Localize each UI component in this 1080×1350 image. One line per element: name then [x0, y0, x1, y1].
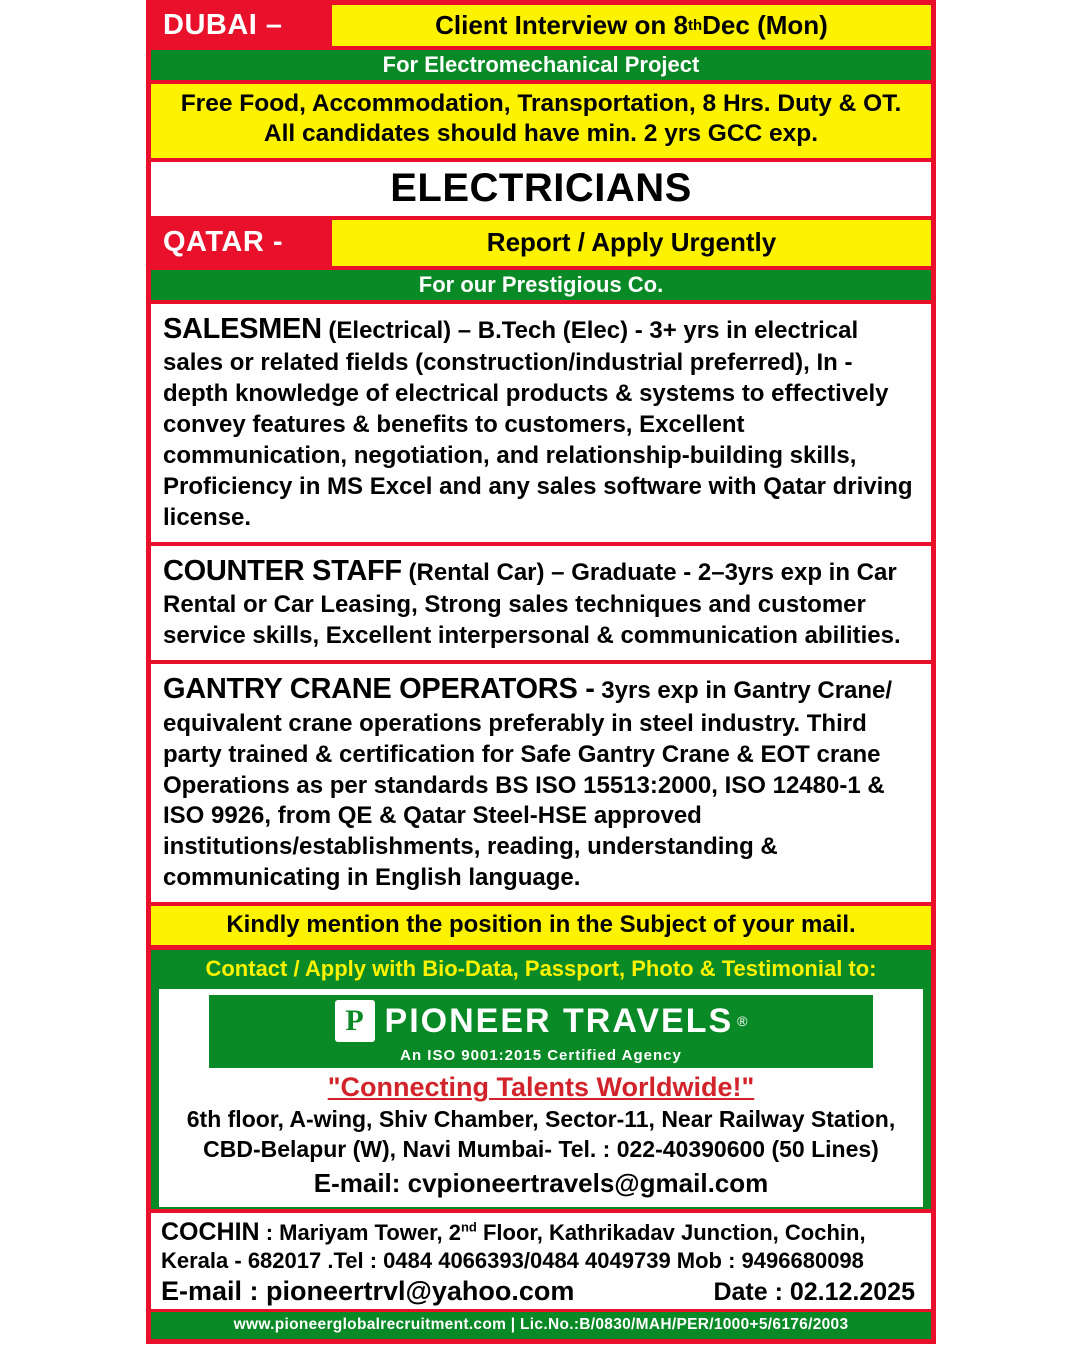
footer-license-bar: www.pioneerglobalrecruitment.com | Lic.No.:B/0830/MAH/PER/1000+5/6176/2003 — [151, 1312, 931, 1344]
job-entry-gantry-crane-operators — [151, 664, 931, 906]
pioneer-logo-icon: P — [335, 1000, 375, 1042]
agency-name: PIONEER TRAVELS — [384, 1002, 734, 1041]
dubai-job-title-block — [151, 162, 931, 220]
qatar-company-strip: For our Prestigious Co. — [151, 266, 931, 304]
benefits-line-2: All candidates should have min. 2 yrs GCC exp. — [263, 120, 819, 148]
registered-trademark-icon: ® — [737, 1013, 748, 1030]
job-entry-counter-staff — [151, 546, 931, 664]
dubai-interview-banner — [332, 5, 931, 46]
branch-floor-ordinal: nd — [460, 1219, 477, 1235]
branch-address-part-2: Floor, Kathrikadav Junction, Cochin, — [476, 1220, 866, 1246]
branch-address-line-2: Kerala - 682017 .Tel : 0484 4066393/0484 4049739 Mob : 9496680098 — [161, 1247, 864, 1273]
agency-tagline: "Connecting Talents Worldwide!" — [327, 1072, 755, 1103]
dubai-country-tag: DUBAI – — [151, 5, 332, 46]
agency-address-line-1: 6th floor, A-wing, Shiv Chamber, Sector-11, Near Railway Station, — [186, 1106, 896, 1133]
qatar-report-banner: Report / Apply Urgently — [332, 220, 931, 266]
branch-section — [151, 1213, 931, 1312]
contact-heading: Contact / Apply with Bio-Data, Passport, Photo & Testimonial to: — [205, 956, 877, 982]
job-desc-salesmen: (Electrical) – B.Tech (Elec) - 3+ yrs in electrical sales or related fields (construction/industrial preferred), In - depth knowledge of electrical products & systems to effectively convey features & benefits to customers, Excellent communication, negotiation, and relationship-building skills, Proficiency in MS Excel and any sales software with Qatar driving license. — [163, 316, 913, 531]
branch-address-part-1: : Mariyam Tower, 2 — [259, 1220, 461, 1246]
benefits-line-1: Free Food, Accommodation, Transportation, 8 Hrs. Duty & OT. — [180, 90, 902, 117]
branch-city: COCHIN — [161, 1218, 260, 1247]
subject-note-text: Kindly mention the position in the Subject of your mail. — [226, 911, 856, 939]
branch-email[interactable]: E-mail : pioneertrvl@yahoo.com — [161, 1276, 575, 1307]
contact-section — [151, 950, 931, 1213]
agency-certification: An ISO 9001:2015 Certified Agency — [209, 1047, 873, 1068]
job-advertisement — [146, 0, 936, 1344]
dubai-interview-text: Client Interview on 8 — [435, 10, 688, 40]
agency-card — [159, 989, 923, 1207]
job-title-gantry-crane-operators: GANTRY CRANE OPERATORS - — [163, 673, 595, 706]
branch-address-line-1 — [161, 1217, 921, 1248]
dubai-project-strip: For Electromechanical Project — [151, 46, 931, 84]
job-title-counter-staff: COUNTER STAFF — [163, 554, 402, 587]
qatar-header-row — [151, 220, 931, 266]
dubai-interview-text-2: Dec (Mon) — [702, 10, 828, 40]
job-desc-gantry-crane-operators: 3yrs exp in Gantry Crane/ equivalent crane operations preferably in steel industry. Third party trained & certification for Safe Gantry Crane & EOT crane Operations as per standards BS ISO 15513:2000, ISO 12480-1 & ISO 9926, from QE & Qatar Steel-HSE approved institutions/establishments, reading, understanding & communicating in English language. — [163, 677, 893, 892]
agency-logo — [209, 995, 873, 1047]
job-desc-counter-staff: (Rental Car) – Graduate - 2–3yrs exp in Car Rental or Car Leasing, Strong sales techniques and customer service skills, Excellent interpersonal & communication abilities. — [163, 558, 901, 650]
dubai-header-row — [151, 0, 931, 46]
agency-email[interactable]: E-mail: cvpioneertravels@gmail.com — [313, 1168, 769, 1199]
job-entry-salesmen — [151, 304, 931, 546]
dubai-interview-ordinal: th — [687, 17, 703, 34]
electricians-title: ELECTRICIANS — [390, 165, 692, 210]
publication-date: Date : 02.12.2025 — [713, 1278, 915, 1307]
agency-address-line-2: CBD-Belapur (W), Navi Mumbai- Tel. : 022-40390600 (50 Lines) — [203, 1136, 879, 1163]
qatar-country-tag: QATAR - — [151, 220, 332, 266]
job-title-salesmen: SALESMEN — [163, 312, 322, 345]
subject-note-bar — [151, 906, 931, 950]
branch-email-row — [161, 1276, 921, 1307]
dubai-benefits-block — [151, 84, 931, 162]
